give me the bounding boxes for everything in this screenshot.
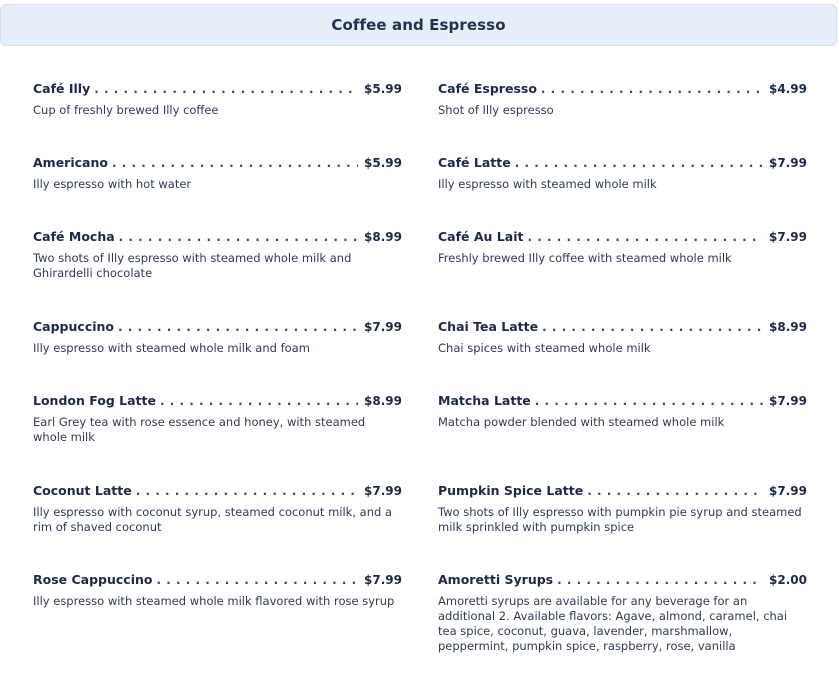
item-name: Pumpkin Spice Latte xyxy=(438,483,584,498)
item-name: London Fog Latte xyxy=(33,393,156,408)
menu-item-cafe-mocha xyxy=(33,229,402,281)
item-price: $7.99 xyxy=(769,230,807,244)
item-description: Freshly brewed Illy coffee with steamed whole milk xyxy=(438,251,732,265)
item-price: $8.99 xyxy=(364,230,402,244)
dot-leader xyxy=(542,320,763,334)
item-name: Café Latte xyxy=(438,155,511,170)
item-name: Café Au Lait xyxy=(438,229,524,244)
item-name: Cappuccino xyxy=(33,319,114,334)
dot-leader xyxy=(119,230,358,244)
item-price: $7.99 xyxy=(769,156,807,170)
menu-item-london-fog-latte xyxy=(33,393,402,445)
item-price: $8.99 xyxy=(364,394,402,408)
item-description: Shot of Illy espresso xyxy=(438,103,554,117)
menu-item-cafe-espresso xyxy=(438,81,807,118)
menu-item-matcha-latte xyxy=(438,393,807,430)
menu-item-rose-cappuccino xyxy=(33,572,402,609)
item-price: $8.99 xyxy=(769,320,807,334)
item-name: Café Illy xyxy=(33,81,91,96)
menu-item-cafe-latte xyxy=(438,155,807,192)
item-price: $5.99 xyxy=(364,82,402,96)
item-price: $7.99 xyxy=(769,394,807,408)
menu-item-cappuccino xyxy=(33,319,402,356)
item-name: Chai Tea Latte xyxy=(438,319,539,334)
item-description: Earl Grey tea with rose essence and honey, with steamed whole milk xyxy=(33,415,366,444)
item-price: $7.99 xyxy=(364,573,402,587)
dot-leader xyxy=(557,573,763,587)
item-name: Americano xyxy=(33,155,108,170)
item-name: Coconut Latte xyxy=(33,483,132,498)
dot-leader xyxy=(156,573,358,587)
item-description: Amoretti syrups are available for any beverage for an additional 2. Available flavors: Agave, almond, caramel, chai tea spice, coconut, guava, lavender, marshmallow, peppermint, pumpkin spice, raspberry, rose, vanilla xyxy=(438,594,788,653)
menu-item-chai-tea-latte xyxy=(438,319,807,356)
dot-leader xyxy=(527,230,763,244)
item-price: $5.99 xyxy=(364,156,402,170)
dot-leader xyxy=(112,156,358,170)
item-name: Amoretti Syrups xyxy=(438,572,554,587)
item-name: Rose Cappuccino xyxy=(33,572,153,587)
item-description: Illy espresso with steamed whole milk and foam xyxy=(33,341,310,355)
item-description: Two shots of Illy espresso with steamed whole milk and Ghirardelli chocolate xyxy=(33,251,352,280)
dot-leader xyxy=(118,320,358,334)
item-description: Two shots of Illy espresso with pumpkin pie syrup and steamed milk sprinkled with pumpkin spice xyxy=(438,505,802,534)
item-name: Café Mocha xyxy=(33,229,115,244)
item-price: $7.99 xyxy=(769,484,807,498)
menu-item-cafe-illy xyxy=(33,81,402,118)
item-price: $4.99 xyxy=(769,82,807,96)
dot-leader xyxy=(94,82,358,96)
menu-item-americano xyxy=(33,155,402,192)
item-price: $2.00 xyxy=(769,573,807,587)
item-price: $7.99 xyxy=(364,484,402,498)
item-description: Chai spices with steamed whole milk xyxy=(438,341,651,355)
item-description: Illy espresso with hot water xyxy=(33,177,192,191)
dot-leader xyxy=(160,394,358,408)
menu-item-coconut-latte xyxy=(33,483,402,535)
menu-item-amoretti-syrups xyxy=(438,572,807,654)
menu-item-pumpkin-spice-latte xyxy=(438,483,807,535)
item-description: Matcha powder blended with steamed whole milk xyxy=(438,415,725,429)
dot-leader xyxy=(535,394,763,408)
item-description: Illy espresso with steamed whole milk flavored with rose syrup xyxy=(33,594,395,608)
item-price: $7.99 xyxy=(364,320,402,334)
dot-leader xyxy=(136,484,358,498)
menu-item-cafe-au-lait xyxy=(438,229,807,266)
dot-leader xyxy=(515,156,763,170)
section-title: Coffee and Espresso xyxy=(331,16,506,34)
item-description: Cup of freshly brewed Illy coffee xyxy=(33,103,219,117)
dot-leader xyxy=(541,82,763,96)
section-header xyxy=(0,4,837,46)
dot-leader xyxy=(587,484,763,498)
item-name: Café Espresso xyxy=(438,81,537,96)
item-name: Matcha Latte xyxy=(438,393,531,408)
item-description: Illy espresso with steamed whole milk xyxy=(438,177,657,191)
item-description: Illy espresso with coconut syrup, steamed coconut milk, and a rim of shaved coconut xyxy=(33,505,392,534)
